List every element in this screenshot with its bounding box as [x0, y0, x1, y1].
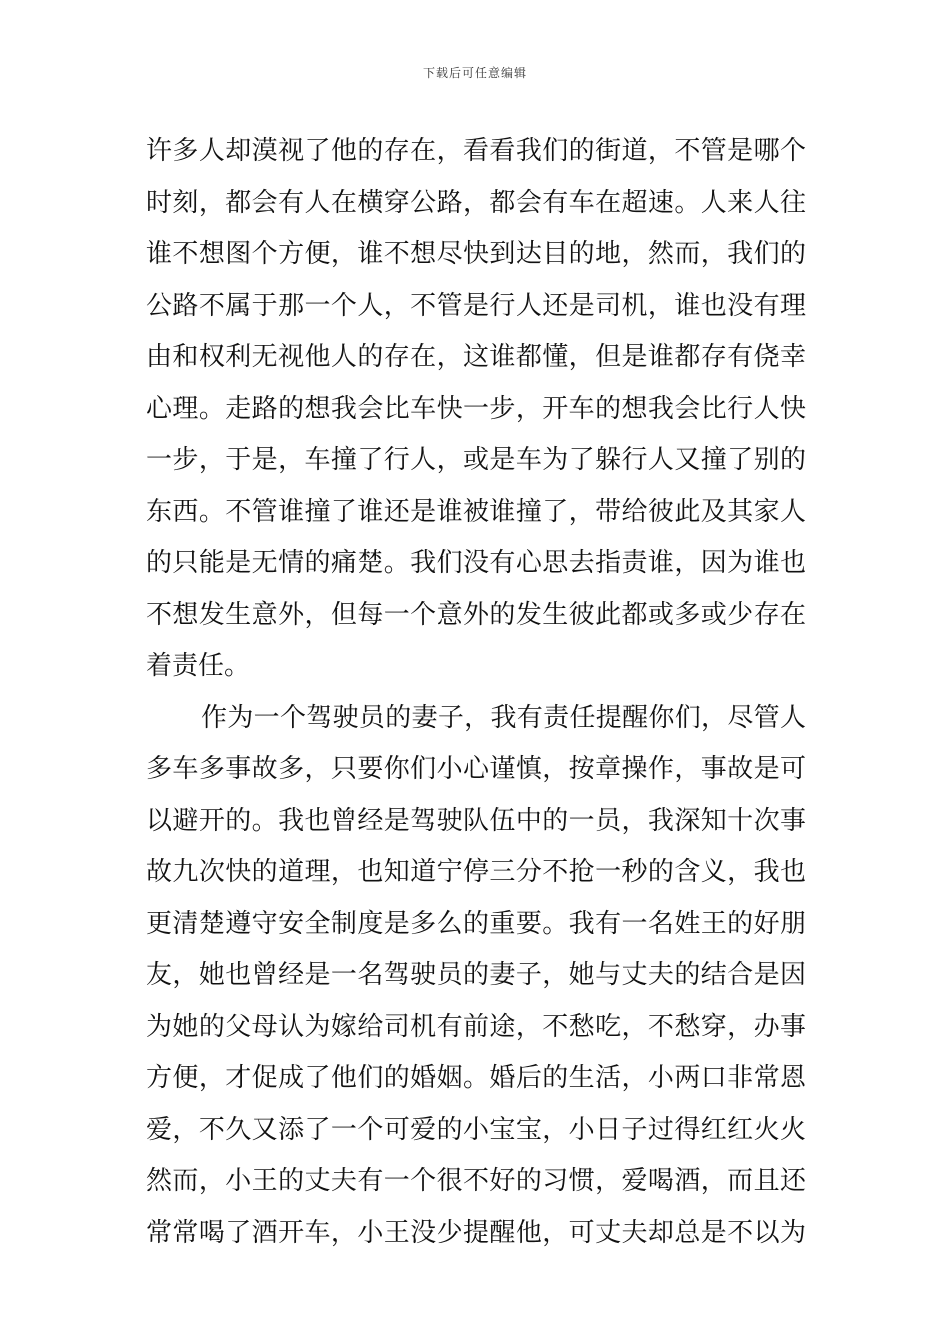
text-line: 的只能是无情的痛楚。我们没有心思去指责谁，因为谁也 [146, 548, 806, 578]
text-line: 方便，才促成了他们的婚姻。婚后的生活，小两口非常恩 [146, 1063, 806, 1093]
text-line: 更清楚遵守安全制度是多么的重要。我有一名姓王的好朋 [146, 908, 806, 939]
text-line: 许多人却漠视了他的存在，看看我们的街道，不管是哪个 [146, 136, 806, 166]
text-line: 以避开的。我也曾经是驾驶队伍中的一员，我深知十次事 [146, 805, 806, 836]
text-line: 多车多事故多，只要你们小心谨慎，按章操作，事故是可 [146, 754, 806, 784]
text-line: 心理。走路的想我会比车快一步，开车的想我会比行人快 [146, 393, 806, 424]
text-line: 爱，不久又添了一个可爱的小宝宝，小日子过得红红火火 [146, 1114, 806, 1145]
text-line: 一步，于是，车撞了行人，或是车为了躲行人又撞了别的 [146, 445, 806, 475]
document-body [146, 126, 806, 1259]
paragraph-end-line: 着责任。 [146, 651, 251, 681]
text-line: 谁不想图个方便，谁不想尽快到达目的地，然而，我们的 [146, 239, 806, 269]
paragraph-first-line: 作为一个驾驶员的妻子，我有责任提醒你们，尽管人 [201, 702, 806, 733]
text-line: 常常喝了酒开车，小王没少提醒他，可丈夫却总是不以为 [146, 1217, 806, 1248]
text-line: 为她的父母认为嫁给司机有前途，不愁吃，不愁穿，办事 [146, 1011, 806, 1042]
text-line: 友，她也曾经是一名驾驶员的妻子，她与丈夫的结合是因 [146, 960, 806, 990]
text-line: 时刻，都会有人在横穿公路，都会有车在超速。人来人往 [146, 187, 806, 218]
text-line: 由和权利无视他人的存在，这谁都懂，但是谁都存有侥幸 [146, 342, 806, 372]
text-line: 故九次快的道理，也知道宁停三分不抢一秒的含义，我也 [146, 857, 806, 887]
text-line: 东西。不管谁撞了谁还是谁被谁撞了，带给彼此及其家人 [146, 496, 806, 527]
text-line: 然而，小王的丈夫有一个很不好的习惯，爱喝酒，而且还 [146, 1166, 806, 1196]
page-header: 下载后可任意编辑 [422, 66, 527, 80]
text-line: 公路不属于那一个人，不管是行人还是司机，谁也没有理 [146, 290, 806, 321]
text-line: 不想发生意外，但每一个意外的发生彼此都或多或少存在 [146, 599, 806, 630]
